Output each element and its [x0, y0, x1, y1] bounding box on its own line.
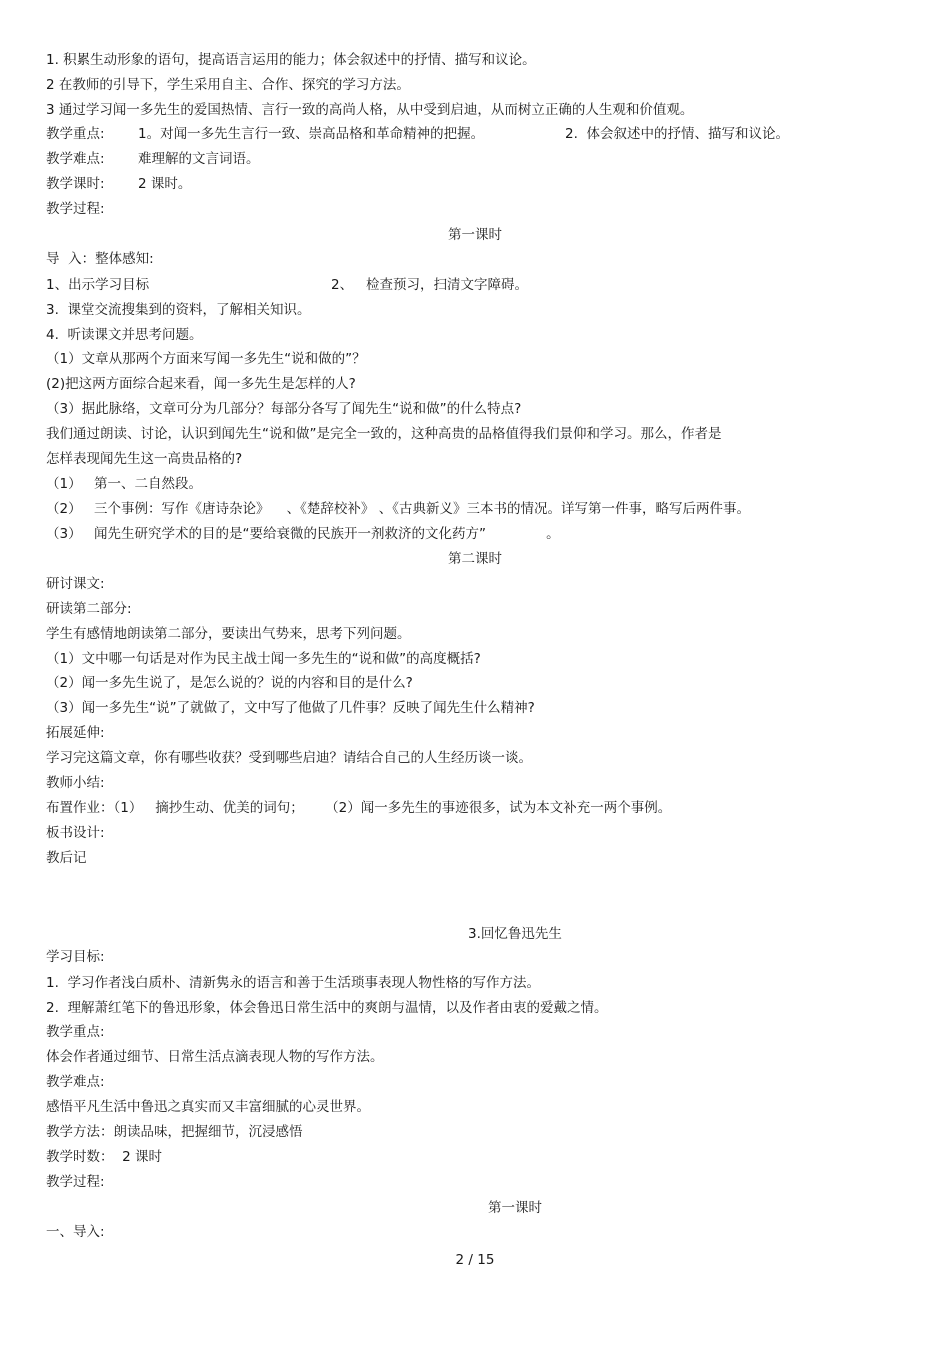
section2-difficulty: 感悟平凡生活中鲁迅之真实而又丰富细腻的心灵世界。: [46, 1099, 370, 1115]
process-label: 教学过程:: [46, 201, 105, 217]
answer-3-number: （3）: [46, 526, 82, 542]
difficulty-label: 教学难点:: [46, 151, 105, 167]
objective-3: 3 通过学习闻一多先生的爱国热情、言行一致的高尚人格，从中受到启迪，从而树立正确的人生观和价值观。: [46, 102, 694, 118]
step-3: 3. 课堂交流搜集到的资料，了解相关知识。: [46, 302, 311, 318]
key-point-1: 1。对闻一多先生言行一致、崇高品格和革命精神的把握。: [138, 126, 485, 142]
extension-text: 学习完这篇文章，你有哪些收获？受到哪些启迪？请结合自己的人生经历谈一谈。: [46, 750, 532, 766]
homework: 布置作业：（1） 摘抄生动、优美的词句； （2）闻一多先生的事迹很多，试为本文补充一两个事例。: [46, 800, 672, 816]
extension-label: 拓展延伸:: [46, 725, 105, 741]
answer-3: 闻先生研究学术的目的是“要给衰微的民族开一剂救济的文化药方” 。: [94, 526, 560, 542]
lesson1-title: 第一课时: [448, 227, 502, 243]
section2-key: 体会作者通过细节、日常生活点滴表现人物的写作方法。: [46, 1049, 384, 1065]
hours-text: 2 课时。: [138, 176, 192, 192]
board-design-label: 板书设计:: [46, 825, 105, 841]
section2-process-label: 教学过程:: [46, 1174, 105, 1190]
answer-1: 第一、二自然段。: [94, 476, 202, 492]
summary-label: 教师小结:: [46, 775, 105, 791]
study-question-3: （3）闻一多先生“说”了就做了，文中写了他做了几件事？反映了闻先生什么精神?: [46, 700, 535, 716]
answer-1-number: （1）: [46, 476, 82, 492]
question-2: (2)把这两方面综合起来看，闻一多先生是怎样的人?: [46, 376, 356, 392]
section2-lesson1-title: 第一课时: [488, 1200, 542, 1216]
lesson2-title: 第二课时: [448, 551, 502, 567]
study-desc: 学生有感情地朗读第二部分，要读出气势来，思考下列问题。: [46, 626, 411, 642]
answer-2: 三个事例：写作《唐诗杂论》 、《楚辞校补》 、《古典新义》三本书的情况。详写第一件事，略写后两件事。: [94, 501, 750, 517]
study-label: 研讨课文:: [46, 576, 105, 592]
difficulty-text: 难理解的文言词语。: [138, 151, 260, 167]
section2-objectives-label: 学习目标:: [46, 949, 105, 965]
answer-2-number: （2）: [46, 501, 82, 517]
section2-objective-2: 2. 理解萧红笔下的鲁迅形象，体会鲁迅日常生活中的爽朗与温情，以及作者由衷的爱戴之情。: [46, 1000, 608, 1016]
section2-hours: 教学时数： 2 课时: [46, 1149, 162, 1165]
paragraph-line-2: 怎样表现闻先生这一高贵品格的?: [46, 451, 243, 467]
hours-label: 教学课时:: [46, 176, 105, 192]
study-part: 研读第二部分:: [46, 601, 132, 617]
section2-title: 3.回忆鲁迅先生: [468, 926, 562, 942]
section2-difficulty-label: 教学难点:: [46, 1074, 105, 1090]
section2-objective-1: 1. 学习作者浅白质朴、清新隽永的语言和善于生活琐事表现人物性格的写作方法。: [46, 975, 540, 991]
step-4: 4. 听读课文并思考问题。: [46, 327, 203, 343]
study-question-2: （2）闻一多先生说了，是怎么说的？说的内容和目的是什么?: [46, 675, 413, 691]
question-1: （1）文章从那两个方面来写闻一多先生“说和做的”？: [46, 351, 366, 367]
section2-key-label: 教学重点:: [46, 1024, 105, 1040]
question-3: （3）据此脉络，文章可分为几部分？每部分各写了闻先生“说和做”的什么特点?: [46, 401, 522, 417]
page-number: 2 / 15: [455, 1252, 495, 1268]
objective-2: 2 在教师的引导下，学生采用自主、合作、探究的学习方法。: [46, 77, 410, 93]
key-point-2: 2. 体会叙述中的抒情、描写和议论。: [565, 126, 789, 142]
step-2: 2、 检查预习，扫清文字障碍。: [331, 277, 528, 293]
post-lesson-notes-label: 教后记: [46, 850, 87, 866]
paragraph-line-1: 我们通过朗读、讨论，认识到闻先生“说和做”是完全一致的，这种高贵的品格值得我们景仰和学习。那么，作者是: [46, 426, 722, 442]
section2-method: 教学方法：朗读品味，把握细节，沉浸感悟: [46, 1124, 303, 1140]
key-points-label: 教学重点:: [46, 126, 105, 142]
intro-line: 导 入：整体感知:: [46, 251, 154, 267]
objective-1: 1. 积累生动形象的语句，提高语言运用的能力；体会叙述中的抒情、描写和议论。: [46, 52, 536, 68]
step-1: 1、出示学习目标: [46, 277, 150, 293]
study-question-1: （1）文中哪一句话是对作为民主战士闻一多先生的“说和做”的高度概括?: [46, 651, 481, 667]
section2-intro: 一、导入:: [46, 1224, 105, 1240]
